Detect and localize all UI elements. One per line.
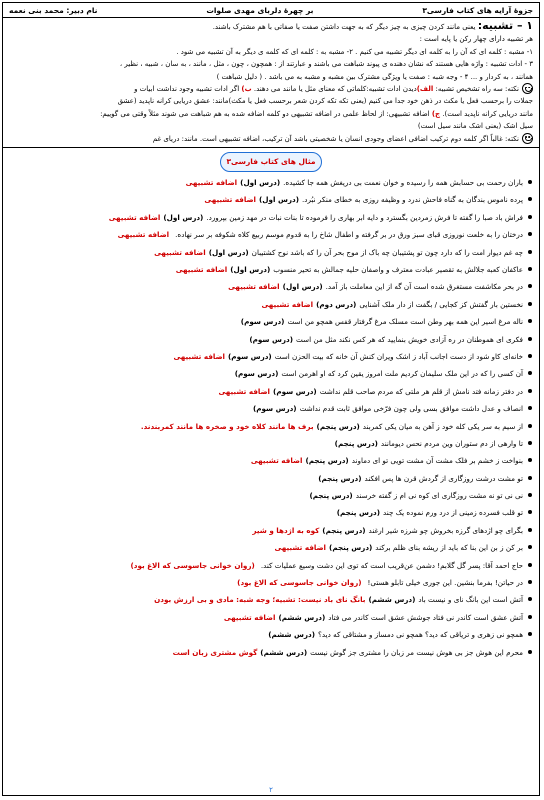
document-page bbox=[2, 2, 540, 796]
example-item bbox=[9, 226, 533, 243]
definition-line bbox=[9, 20, 533, 33]
example-tag: (روان خوانی جاسوسی که الاغ بود) bbox=[237, 578, 362, 588]
example-item bbox=[9, 331, 533, 348]
example-tag: برف ها مانند کلاه خود و صخره ها مانند کمربندند. bbox=[140, 421, 314, 431]
example-tag: اضافه تشبیهی bbox=[185, 178, 238, 188]
example-lesson: (درس سوم) bbox=[273, 386, 317, 396]
header-title: جزوهٔ آرایه های کتاب فارسی۳ bbox=[422, 5, 533, 15]
example-tag: اضافه تشبیهی bbox=[117, 230, 170, 240]
example-tag: کوه به اژدها و شیر bbox=[252, 525, 320, 535]
example-lesson: (درس سوم) bbox=[234, 369, 279, 379]
example-item bbox=[9, 504, 533, 521]
parts-line-1: ۱- مشبه : کلمه ای که آن را به کلمه ای دیگر تشبیه می کنیم . ۲- مشبه به : کلمه ای که کلمه ی دیگر به آن تشبیه می شود . bbox=[176, 47, 533, 56]
example-text: عاکفان کعبه جلالش به تقصیر عبادت معترف و واصفان حلیه جمالش به تحیر منسوب bbox=[273, 265, 523, 275]
smiley-icon bbox=[522, 133, 533, 144]
example-lesson: (درس پنجم) bbox=[334, 438, 378, 448]
example-text: فکری ای هموطنان در ره آزادی خویش بنمایید که هر کس نکند مثل من است bbox=[296, 334, 523, 344]
example-item bbox=[9, 348, 533, 365]
example-lesson: (درس سوم) bbox=[240, 317, 285, 327]
section-number: ۱ – تشبیه: bbox=[477, 19, 533, 32]
example-item bbox=[9, 278, 533, 295]
examples-badge-wrap bbox=[3, 148, 539, 174]
example-item bbox=[9, 244, 533, 261]
page-number: ۲ bbox=[269, 786, 273, 794]
example-text: تو مشت درشت روزگاری از گردش قرن ها پس افکند bbox=[364, 473, 523, 483]
example-item bbox=[9, 644, 533, 661]
header-teacher: نام دبیر: محمد بنی نعمه bbox=[9, 5, 98, 15]
example-lesson: (درس اول) bbox=[282, 282, 323, 292]
example-item bbox=[9, 626, 533, 643]
example-lesson: (درس دوم) bbox=[316, 299, 357, 309]
example-item bbox=[9, 400, 533, 417]
example-item bbox=[9, 418, 533, 435]
example-text: محرم این هوش جز بی هوش نیست مر زبان را مشتری جز گوش نیست bbox=[310, 647, 523, 657]
example-lesson: (درس ششم) bbox=[278, 612, 326, 622]
example-text: تا وارهی از دم ستوران وین مردم نحس دیومانند bbox=[380, 438, 523, 448]
example-text: پرده ناموس بندگان به گناه فاحش ندرد و وظیفه روزی به خطای منکر نبُرد. bbox=[301, 195, 523, 205]
example-text: در بحر مکاشفت مستغرق شده است آن گه از این معاملت باز آمد. bbox=[325, 282, 523, 292]
example-lesson: (درس اول) bbox=[208, 247, 249, 257]
example-text: بر کن ز بن این بنا که باید از ریشه بنای ظلم برکند bbox=[375, 543, 523, 553]
example-tag: (روان خوانی جاسوسی که الاغ بود) bbox=[130, 560, 255, 570]
example-item bbox=[9, 557, 533, 574]
example-item bbox=[9, 574, 533, 591]
example-text: بگرای چو اژدهای گرزه بخروش چو شرزه شیر ارغند bbox=[368, 525, 523, 535]
example-lesson: (درس سوم) bbox=[249, 334, 293, 344]
example-item bbox=[9, 470, 533, 487]
page-header bbox=[3, 3, 539, 18]
example-text: انصاف و عدل داشت موافق بسی ولی چون فرّخی موافق ثابت قدم نداشت bbox=[299, 404, 523, 414]
parts-line-2: ۳ - ادات تشبیه : واژه هایی هستند که نشان دهنده ی پیوند شباهت می باشند و عبارتند از : همچون ، چون ، مثل ، مانند ، به سان ، شبیه ، نظیر ، bbox=[119, 60, 533, 69]
note-1-cont-3: سیل اشک (یعنی اشک مانند سیل است) bbox=[417, 122, 533, 131]
example-tag: اضافه تشبیهی bbox=[250, 456, 303, 466]
example-item bbox=[9, 435, 533, 452]
example-text: فراش باد صبا را گفته تا فرش زمردین بگسترد و دایه ابر بهاری را فرموده تا بنات نبات در مهد زمین بپرورد. bbox=[206, 212, 523, 222]
note-1: نکته: سه راه تشخیص تشبیه: الف)دیدن ادات تشبیه:کلماتی که معنای مثل یا مانند می دهند. ب) اگر ادات تشبیه وجود نداشت ابیات و bbox=[9, 83, 533, 95]
example-text: آتش است این بانگ نای و نیست باد bbox=[418, 595, 523, 605]
example-text: ناله مرغ اسیر این همه بهر وطن است مسلک مرغ گرفتار قفس همچو من است bbox=[287, 317, 523, 327]
example-text: همچو نی زهری و تریاقی که دید؟ همچو نی دمساز و مشتاقی که دید؟ bbox=[318, 630, 523, 640]
example-lesson: (درس سوم) bbox=[252, 404, 297, 414]
example-text: باران رحمت بی حسابش همه را رسیده و خوان نعمت بی دریغش همه جا کشیده. bbox=[283, 178, 523, 188]
example-item bbox=[9, 452, 533, 469]
example-item bbox=[9, 209, 533, 226]
example-lesson: (درس پنجم) bbox=[322, 525, 366, 535]
example-lesson: (درس ششم) bbox=[268, 630, 316, 640]
example-text: در دفتر زمانه فتد نامش از قلم هر ملتی که مردم صاحب قلم نداشت bbox=[319, 386, 523, 396]
note-2: نکته: غالباً اگر کلمه دوم ترکیب اضافی اعضای وجودی انسان یا شخصیتی باشد آن ترکیب، اضافه تشبیهی است. مانند: دریای غم bbox=[9, 133, 533, 145]
example-lesson: (درس پنجم) bbox=[318, 473, 362, 483]
example-item bbox=[9, 365, 533, 382]
example-lesson: (درس پنجم) bbox=[336, 508, 381, 518]
example-tag: اضافه تشبیهی bbox=[228, 282, 280, 292]
example-text: آن کسی را که در این ملک سلیمان کردیم ملت امروز یقین کرد که او اهرمن است bbox=[281, 369, 523, 379]
example-lesson: (درس اول) bbox=[240, 178, 281, 188]
example-text: چه غم دیوار امت را که دارد چون تو پشتیبان چه باک از موج بحر آن را که باشد نوح کشتیبان bbox=[251, 247, 523, 257]
example-item bbox=[9, 539, 533, 556]
example-text: نخستین بار گفتش کز کجایی / بگفت از دار ملک آشنایی bbox=[359, 299, 523, 309]
example-tag: اضافه تشبیهی bbox=[223, 612, 276, 622]
example-text: در حیاتن! بفرما بنشین. این جوری خیلی تابلو هستی! bbox=[367, 578, 523, 588]
example-item bbox=[9, 609, 533, 626]
example-tag: اضافه تشبیهی bbox=[173, 351, 226, 361]
smiley-icon bbox=[522, 83, 533, 94]
example-tag: اضافه تشبیهی bbox=[218, 386, 271, 396]
example-item bbox=[9, 261, 533, 278]
example-lesson: (درس ششم) bbox=[368, 595, 416, 605]
parts-line-3: همانند ، به کردار و ... ۴ - وجه شبه : صفت یا ویژگی مشترک بین مشبه و مشبه به می باشد . ( دلیل شباهت ) bbox=[216, 72, 533, 81]
example-lesson: (درس اول) bbox=[259, 195, 299, 205]
example-item bbox=[9, 313, 533, 330]
example-tag: اضافه تشبیهی bbox=[175, 265, 228, 275]
example-text: آتش عشق است کاندر نی فتاد جوشش عشق است کاندر می فتاد bbox=[328, 612, 523, 622]
definition-text: یعنی مانند کردن چیزی به چیز دیگر که به جهت داشتن صفت یا صفاتی با هم مشترک باشند. bbox=[212, 23, 476, 31]
example-item bbox=[9, 591, 533, 608]
example-lesson: (درس اول) bbox=[163, 212, 204, 222]
example-text: بنواخت ز خشم بر فلک مشت آن مشت تویی تو ای دماوند bbox=[351, 456, 523, 466]
note-1-cont-2: مانند دریایی کرانه ناپدید است). ج) اضافه تشبیهی: از لحاظ علمی در اضافه تشبیهی دو کلمه اضافه شده به هم شباهت می شوند مثلاً وقتی می گوییم: bbox=[100, 109, 533, 118]
example-item bbox=[9, 522, 533, 539]
example-tag: اضافه تشبیهی bbox=[108, 212, 161, 222]
example-item bbox=[9, 174, 533, 191]
example-tag: اضافه تشبیهی bbox=[154, 247, 206, 257]
example-lesson: (درس پنجم) bbox=[329, 543, 373, 553]
example-item bbox=[9, 487, 533, 504]
example-text: از سیم به سر یکی کله خود ز آهن به میان یکی کمربند bbox=[362, 421, 523, 431]
parts-intro: هر تشبیه دارای چهار رکن یا پایه است : bbox=[419, 35, 533, 44]
example-lesson: (درس پنجم) bbox=[309, 491, 353, 501]
example-lesson: (درس ششم) bbox=[260, 647, 308, 657]
example-lesson: (درس پنجم) bbox=[316, 421, 360, 431]
example-lesson: (درس سوم) bbox=[228, 351, 272, 361]
header-dedication: بر چهرهٔ دلربای مهدی صلوات bbox=[206, 5, 314, 15]
example-item bbox=[9, 191, 533, 208]
example-text: خانه‌ای کاو شود از دست اجانب آباد ز اشک ویران کنش آن خانه که بیت الحزن است bbox=[274, 351, 523, 361]
example-item bbox=[9, 383, 533, 400]
example-tag: اضافه تشبیهی bbox=[204, 195, 256, 205]
example-item bbox=[9, 296, 533, 313]
example-text: درختان را به خلعت نوروزی قبای سبز ورق در بر گرفته و اطفال شاخ را به قدوم موسم ربیع کلاه شکوفه بر سر نهاده. bbox=[175, 230, 523, 240]
examples-list bbox=[3, 174, 539, 661]
example-tag: گوش مشتری زبان است bbox=[172, 647, 258, 657]
example-text: حاج احمد آقا: پسر گل گلابم! دشمن عن‌قریب است که توی این دشت وسیع عملیات کند. bbox=[260, 560, 523, 570]
example-text: نی نی تو نه مشت روزگاری ای کوه نی ام ز گفته خرسند bbox=[355, 491, 523, 501]
example-tag: اضافه تشبیهی bbox=[261, 299, 314, 309]
example-lesson: (درس پنجم) bbox=[305, 456, 349, 466]
examples-badge: مثال های کتاب فارسی۳ bbox=[220, 152, 322, 172]
example-tag: اضافه تشبیهی bbox=[274, 543, 327, 553]
example-tag: بانگ نای باد نیست: تشبیه؛ وجه شبه: مادی و بی ارزش بودن bbox=[154, 595, 366, 605]
note-1-cont: جملات را برحسب فعل یا مکث در ذهن خود جدا می کنیم (یعنی تکه تکه کردن شعر برحسب فعل یا مکث)مانند: عشق دریایی کرانه ناپدید (عشق bbox=[117, 97, 533, 106]
example-lesson: (درس اول) bbox=[230, 265, 271, 275]
example-text: تو قلب فسرده زمینی از درد ورم نموده یک چند bbox=[383, 508, 523, 518]
intro-section bbox=[3, 18, 539, 145]
